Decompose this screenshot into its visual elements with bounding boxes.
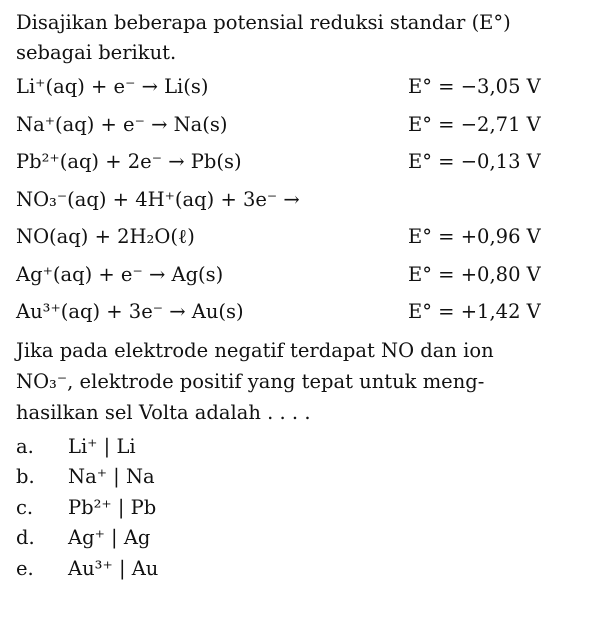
reaction-equation: NO₃⁻(aq) + 4H⁺(aq) + 3e⁻ →	[16, 187, 300, 211]
reaction-potential: E° = −0,13 V	[408, 150, 541, 173]
reaction-potential: E° = +0,80 V	[408, 262, 541, 286]
reaction-equation: Ag⁺(aq) + e⁻ → Ag(s)	[16, 262, 224, 286]
question-line-2: NO₃⁻, elektrode positif yang tepat untuk meng-	[16, 369, 485, 393]
option-d[interactable]	[16, 523, 586, 554]
reaction-potential: E° = +1,42 V	[408, 300, 541, 323]
question-line-1: Jika pada elektrode negatif terdapat NO dan ion	[16, 338, 494, 362]
option-c[interactable]	[16, 493, 586, 524]
reaction-row	[16, 106, 586, 144]
option-text: Na⁺ | Na	[68, 465, 155, 488]
intro-line-1: Disajikan beberapa potensial reduksi standar (E°)	[16, 11, 511, 34]
reaction-row	[16, 68, 586, 106]
option-e[interactable]	[16, 554, 586, 585]
option-b[interactable]	[16, 462, 586, 493]
intro-text	[16, 8, 586, 68]
reaction-row	[16, 256, 586, 294]
question-text	[16, 335, 586, 428]
option-a[interactable]	[16, 432, 586, 463]
option-letter: e.	[16, 556, 34, 580]
option-text: Li⁺ | Li	[68, 434, 136, 458]
answer-options	[16, 432, 586, 585]
option-letter: d.	[16, 526, 35, 549]
question-line-3: hasilkan sel Volta adalah . . . .	[16, 400, 311, 424]
reaction-potential: E° = +0,96 V	[408, 225, 541, 248]
reaction-row	[16, 143, 586, 181]
reaction-potential: E° = −3,05 V	[408, 75, 541, 98]
reaction-equation: Au³⁺(aq) + 3e⁻ → Au(s)	[16, 300, 244, 323]
reaction-row	[16, 218, 586, 256]
reaction-list	[16, 68, 586, 331]
reaction-equation: Pb²⁺(aq) + 2e⁻ → Pb(s)	[16, 150, 242, 173]
option-letter: c.	[16, 495, 34, 519]
reaction-equation: Li⁺(aq) + e⁻ → Li(s)	[16, 75, 209, 98]
reaction-row	[16, 293, 586, 331]
option-text: Au³⁺ | Au	[68, 556, 159, 580]
option-text: Pb²⁺ | Pb	[68, 495, 157, 519]
reaction-row	[16, 181, 586, 219]
option-letter: a.	[16, 434, 34, 458]
option-letter: b.	[16, 465, 35, 488]
reaction-equation: NO(aq) + 2H₂O(ℓ)	[16, 225, 195, 248]
option-text: Ag⁺ | Ag	[68, 526, 151, 549]
intro-line-2: sebagai berikut.	[16, 41, 177, 64]
reaction-potential: E° = −2,71 V	[408, 112, 541, 136]
reaction-equation: Na⁺(aq) + e⁻ → Na(s)	[16, 112, 228, 136]
